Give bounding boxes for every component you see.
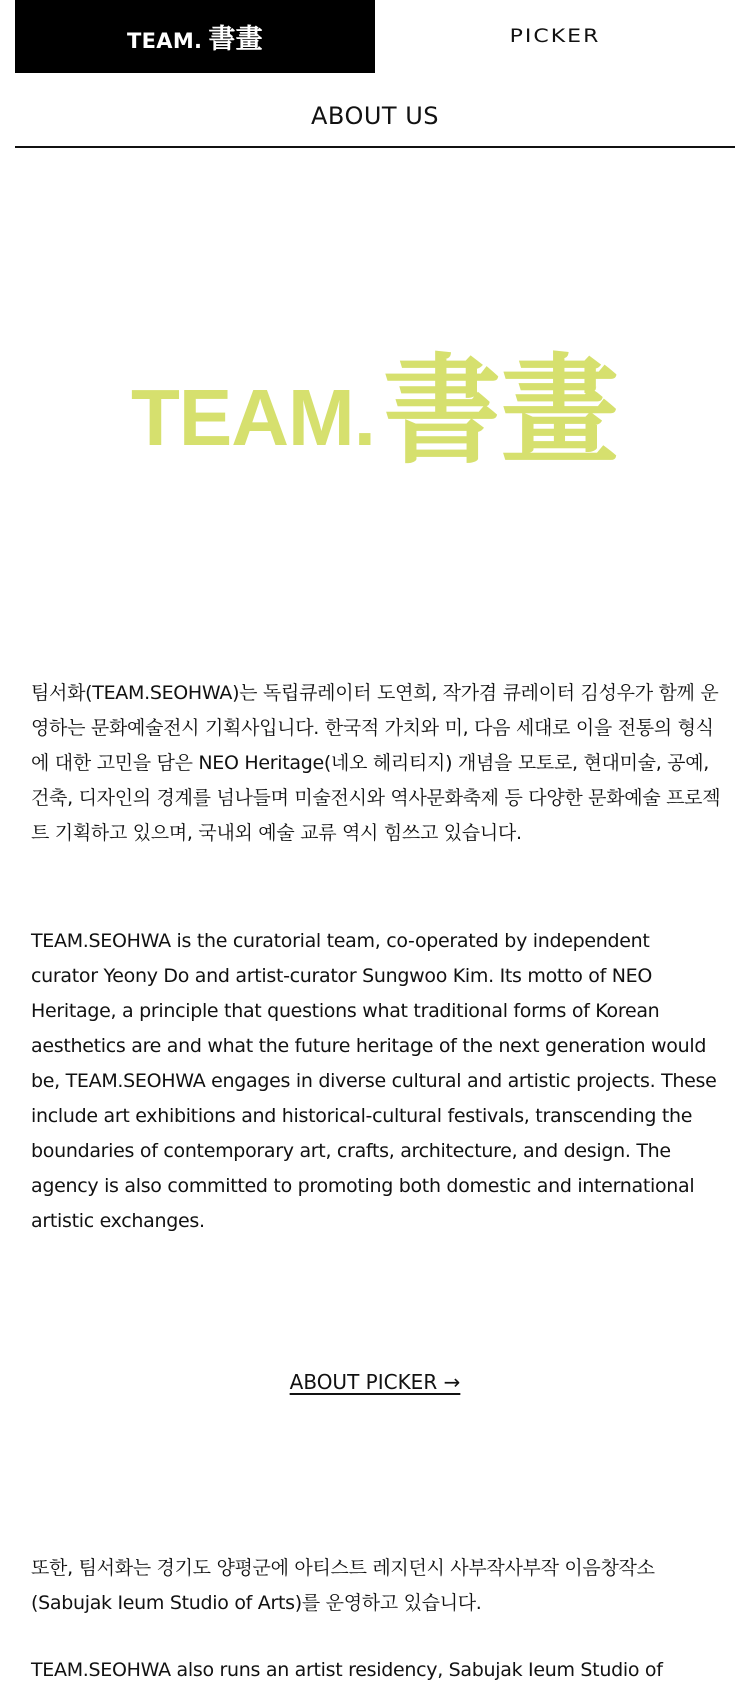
tab-team-seohwa-word: TEAM. [127, 29, 203, 53]
hero-logo [0, 330, 750, 480]
hero-logo-hanja: 書畫 [382, 342, 619, 480]
tab-picker-label: PICKER [509, 25, 601, 48]
tab-picker[interactable] [375, 0, 735, 73]
tab-team-seohwa-label [127, 17, 263, 56]
page-title: ABOUT US [310, 101, 439, 130]
intro-english: TEAM.SEOHWA is the curatorial team, co-operated by independent curator Yeony Do and artist-curator Sungwoo Kim. Its motto of NEO Heritage, a principle that questions what traditional forms of Korean aesthetics are and what the future heritage of the next generation would be, TEAM.SEOHWA engages in diverse cultural and artistic projects. These include art exhibitions and historical-cultural festivals, transcending the boundaries of contemporary art, crafts, architecture, and design. The agency is also committed to promoting both domestic and international artistic exchanges. [31, 930, 717, 1232]
residency-english: TEAM.SEOHWA also runs an artist residency, Sabujak Ieum Studio of [31, 1659, 663, 1681]
page-heading [15, 85, 735, 148]
about-picker-link-wrap [0, 1370, 750, 1394]
residency-korean: 또한, 팀서화는 경기도 양평군에 아티스트 레지던시 사부작사부작 이음창작소(Sabujak Ieum Studio of Arts)를 운영하고 있습니다. [31, 1557, 655, 1614]
tab-team-seohwa[interactable] [15, 0, 375, 73]
intro-korean: 팀서화(TEAM.SEOHWA)는 독립큐레이터 도연희, 작가겸 큐레이터 김성우가 함께 운영하는 문화예술전시 기획사입니다. 한국적 가치와 미, 다음 세대로 이을 전통의 형식에 대한 고민을 담은 NEO Heritage(네오 헤리티지) 개념을 모토로, 현대미술, 공예, 건축, 디자인의 경계를 넘나들며 미술전시와 역사문화축제 등 다양한 문화예술 프로젝트 기획하고 있으며, 국내외 예술 교류 역시 힘쓰고 있습니다. [31, 682, 721, 844]
tab-team-seohwa-hanja: 書畫 [208, 24, 263, 55]
hero-logo-word: TEAM. [131, 373, 375, 462]
brand-tabs [15, 0, 735, 73]
about-picker-link[interactable]: ABOUT PICKER → [289, 1370, 461, 1394]
